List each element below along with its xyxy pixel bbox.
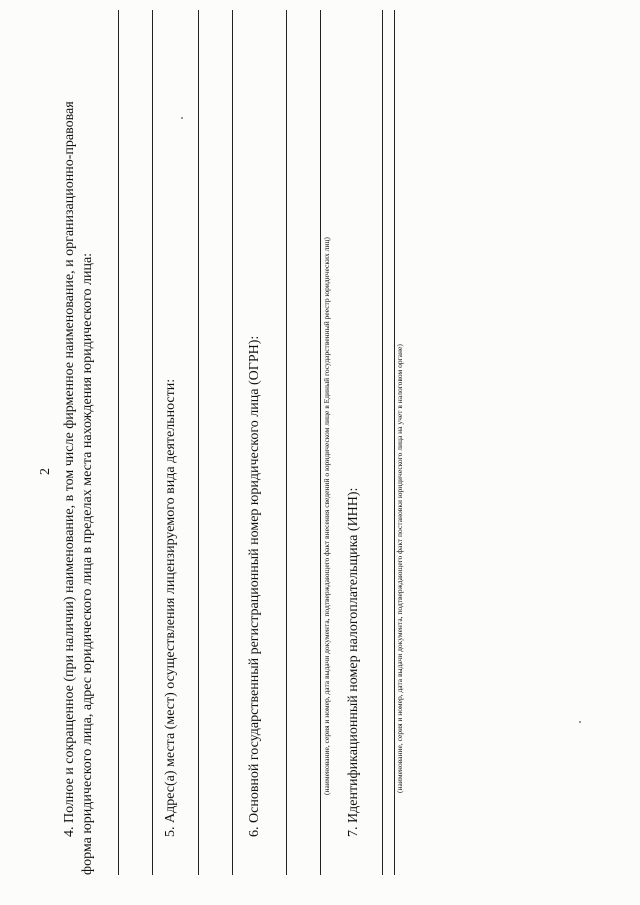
section-7-caption: (наименование, серия и номер, дата выдачи документа, подтверждающего факт постановки юридического лица на учет в налоговом органе)	[395, 344, 404, 793]
section-5-fill-line-1	[198, 10, 199, 875]
section-5-heading: 5. Адрес(а) места (мест) осуществления лицензируемого вида деятельности:	[163, 378, 178, 837]
section-6-heading: 6. Основной государственный регистрационный номер юридического лица (ОГРН):	[247, 335, 262, 837]
page-number: 2	[38, 468, 53, 475]
scan-speck	[181, 117, 183, 119]
section-4-heading-line-2: форма юридического лица, адрес юридического лица в пределах места нахождения юридического лица:	[80, 252, 95, 875]
section-7-heading: 7. Идентификационный номер налогоплательщика (ИНН):	[346, 487, 361, 837]
section-6-fill-line-1	[286, 10, 287, 875]
section-4-heading-line-1: 4. Полное и сокращенное (при наличии) наименование, в том числе фирменное наименование, и организационно-правовая	[62, 101, 77, 837]
section-4-fill-line-1	[118, 10, 119, 875]
section-6-caption: (наименование, серия и номер, дата выдачи документа, подтверждающего факт внесения сведений о юридическом лице в Единый государственный реестр юридических лиц)	[322, 237, 331, 795]
section-7-fill-line-1	[382, 10, 383, 875]
section-5-fill-line-2	[232, 10, 233, 875]
section-4-fill-line-2	[152, 10, 153, 875]
section-6-fill-line-2	[320, 10, 321, 875]
scan-speck	[579, 721, 581, 723]
